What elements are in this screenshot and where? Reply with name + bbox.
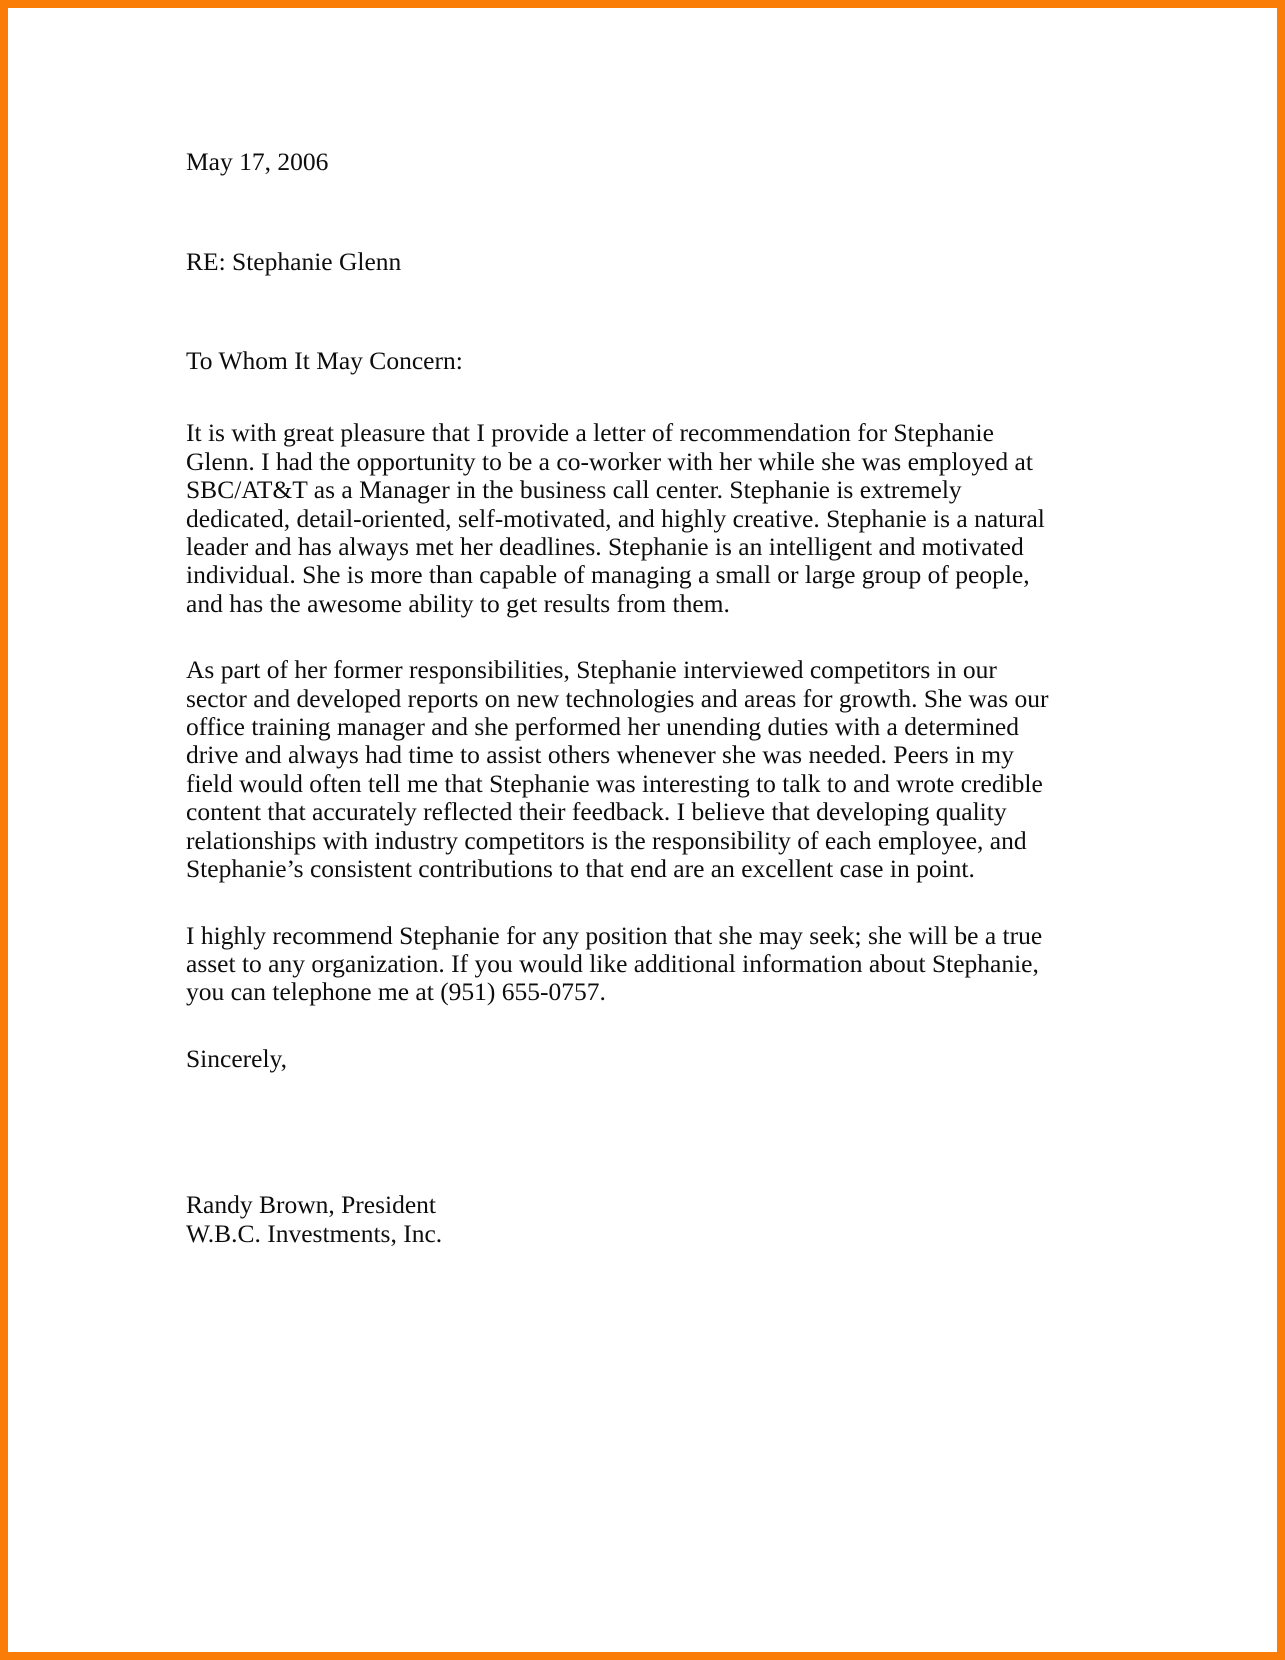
signer-name-title: Randy Brown, President	[186, 1190, 437, 1220]
closing-line: Sincerely,	[186, 1043, 288, 1073]
subject-line: RE: Stephanie Glenn	[186, 247, 402, 277]
signature-block	[186, 1191, 1051, 1248]
signer-company: W.B.C. Investments, Inc.	[186, 1218, 443, 1248]
body-paragraph-1: It is with great pleasure that I provide a letter of recommendation for Stephanie Glenn. I had the opportunity to be a co-worker with her while she was employed at SBC/AT&T as a Manager in the business call center. Stephanie is extremely dedicated, detail-oriented, self-motivated, and highly creative. Stephanie is a natural leader and has always met her deadlines. Stephanie is an intelligent and motivated individual. She is more than capable of managing a small or large group of people, and has the awesome ability to get results from them.	[186, 418, 1045, 618]
letter-body	[186, 148, 1051, 1248]
body-paragraph-2: As part of her former responsibilities, Stephanie interviewed competitors in our sector and developed reports on new technologies and areas for growth. She was our office training manager and she performed her unending duties with a determined drive and always had time to assist others whenever she was needed. Peers in my field would often tell me that Stephanie was interesting to talk to and wrote credible content that accurately reflected their feedback. I believe that developing quality relationships with industry competitors is the responsibility of each employee, and Stephanie’s consistent contributions to that end are an excellent case in point.	[186, 655, 1049, 884]
letter-sheet	[8, 8, 1277, 1652]
date-line: May 17, 2006	[186, 147, 329, 176]
body-paragraph-3: I highly recommend Stephanie for any position that she may seek; she will be a true asset to any organization. If you would like additional information about Stephanie, you can telephone me at (951) 655-0757.	[186, 920, 1043, 1007]
salutation: To Whom It May Concern:	[186, 345, 463, 375]
signature-space	[186, 1073, 1051, 1191]
